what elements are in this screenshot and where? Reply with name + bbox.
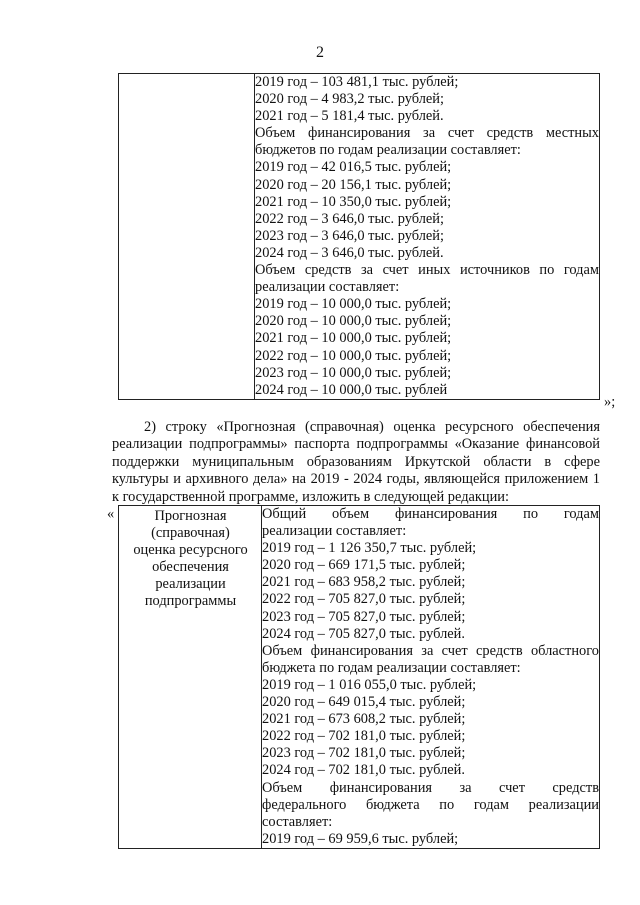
t2-line: 2022 год – 702 181,0 тыс. рублей; bbox=[262, 728, 466, 745]
t1-line: Объем средств за счет иных источников по годам bbox=[255, 262, 599, 279]
t1-line: 2019 год – 42 016,5 тыс. рублей; bbox=[255, 159, 452, 176]
t2-line: 2021 год – 683 958,2 тыс. рублей; bbox=[262, 574, 466, 591]
t1-line: 2019 год – 103 481,1 тыс. рублей; bbox=[255, 74, 459, 90]
t1-line: реализации составляет: bbox=[255, 279, 400, 296]
t2-left-line: оценка ресурсного bbox=[133, 542, 248, 559]
financing-table-new bbox=[118, 505, 600, 849]
t1-line: Объем финансирования за счет средств местных bbox=[255, 125, 599, 142]
t2-line: Объем финансирования за счет средств областного bbox=[262, 642, 599, 659]
t2-line: 2019 год – 69 959,6 тыс. рублей; bbox=[262, 830, 459, 847]
t2-line: 2023 год – 702 181,0 тыс. рублей; bbox=[262, 745, 466, 762]
closing-quote: »; bbox=[604, 394, 616, 410]
paragraph-line: реализации подпрограммы» паспорта подпрограммы «Оказание финансовой bbox=[112, 436, 600, 453]
t1-line: 2020 год – 20 156,1 тыс. рублей; bbox=[255, 176, 452, 193]
t2-line: 2023 год – 705 827,0 тыс. рублей; bbox=[262, 608, 466, 625]
t2-left-line: подпрограммы bbox=[144, 593, 237, 610]
t2-line: 2021 год – 673 608,2 тыс. рублей; bbox=[262, 711, 466, 728]
t1-line: 2024 год – 10 000,0 тыс. рублей bbox=[255, 381, 448, 398]
table2-left-cell bbox=[119, 506, 262, 849]
t1-line: 2023 год – 3 646,0 тыс. рублей; bbox=[255, 227, 444, 244]
t1-line: 2022 год – 10 000,0 тыс. рублей; bbox=[255, 347, 452, 364]
t1-line: 2020 год – 4 983,2 тыс. рублей; bbox=[255, 91, 444, 108]
t2-line: Общий объем финансирования по годам bbox=[262, 506, 599, 522]
t1-line: 2022 год – 3 646,0 тыс. рублей; bbox=[255, 210, 444, 227]
t2-line: составляет: bbox=[262, 813, 333, 830]
paragraph-line: поддержки муниципальным образованиям Иркутской области в сфере bbox=[112, 453, 600, 470]
t2-line: 2024 год – 702 181,0 тыс. рублей. bbox=[262, 762, 465, 779]
table1-right-cell bbox=[255, 74, 600, 400]
paragraph-line: к государственной программе, изложить в следующей редакции: bbox=[112, 488, 510, 505]
t2-line: 2019 год – 1 126 350,7 тыс. рублей; bbox=[262, 540, 477, 557]
financing-table-continued bbox=[118, 73, 600, 400]
t2-left-line: реализации bbox=[155, 576, 226, 593]
amendment-paragraph bbox=[112, 419, 600, 506]
t2-line: 2024 год – 705 827,0 тыс. рублей. bbox=[262, 625, 465, 642]
t1-line: 2021 год – 5 181,4 тыс. рублей. bbox=[255, 108, 444, 125]
t2-line: Объем финансирования за счет средств bbox=[262, 779, 599, 796]
t1-line: 2024 год – 3 646,0 тыс. рублей. bbox=[255, 244, 444, 261]
opening-quote: « bbox=[107, 506, 115, 522]
t1-line: 2019 год – 10 000,0 тыс. рублей; bbox=[255, 296, 452, 313]
t2-line: 2022 год – 705 827,0 тыс. рублей; bbox=[262, 591, 466, 608]
paragraph-line: культуры и архивного дела» на 2019 - 2024 годы, являющейся приложением 1 bbox=[112, 471, 600, 488]
t2-line: реализации составляет: bbox=[262, 523, 407, 540]
t2-line: бюджета по годам реализации составляет: bbox=[262, 659, 521, 676]
t1-line: 2021 год – 10 000,0 тыс. рублей; bbox=[255, 330, 452, 347]
table2-right-cell bbox=[262, 506, 600, 849]
t1-line: 2021 год – 10 350,0 тыс. рублей; bbox=[255, 193, 452, 210]
t2-line: 2020 год – 649 015,4 тыс. рублей; bbox=[262, 694, 466, 711]
t2-left-line: обеспечения bbox=[152, 559, 229, 576]
t1-line: бюджетов по годам реализации составляет: bbox=[255, 142, 521, 159]
t1-line: 2023 год – 10 000,0 тыс. рублей; bbox=[255, 364, 452, 381]
t1-line: 2020 год – 10 000,0 тыс. рублей; bbox=[255, 313, 452, 330]
t2-line: федерального бюджета по годам реализации bbox=[262, 796, 599, 813]
paragraph-line: 2) строку «Прогнозная (справочная) оценка ресурсного обеспечения bbox=[144, 419, 600, 435]
page-number: 2 bbox=[316, 44, 324, 61]
t2-left-line: Прогнозная bbox=[154, 508, 227, 524]
table1-left-cell bbox=[119, 74, 255, 400]
t2-line: 2020 год – 669 171,5 тыс. рублей; bbox=[262, 557, 466, 574]
t2-left-line: (справочная) bbox=[151, 525, 230, 542]
t2-line: 2019 год – 1 016 055,0 тыс. рублей; bbox=[262, 676, 477, 693]
